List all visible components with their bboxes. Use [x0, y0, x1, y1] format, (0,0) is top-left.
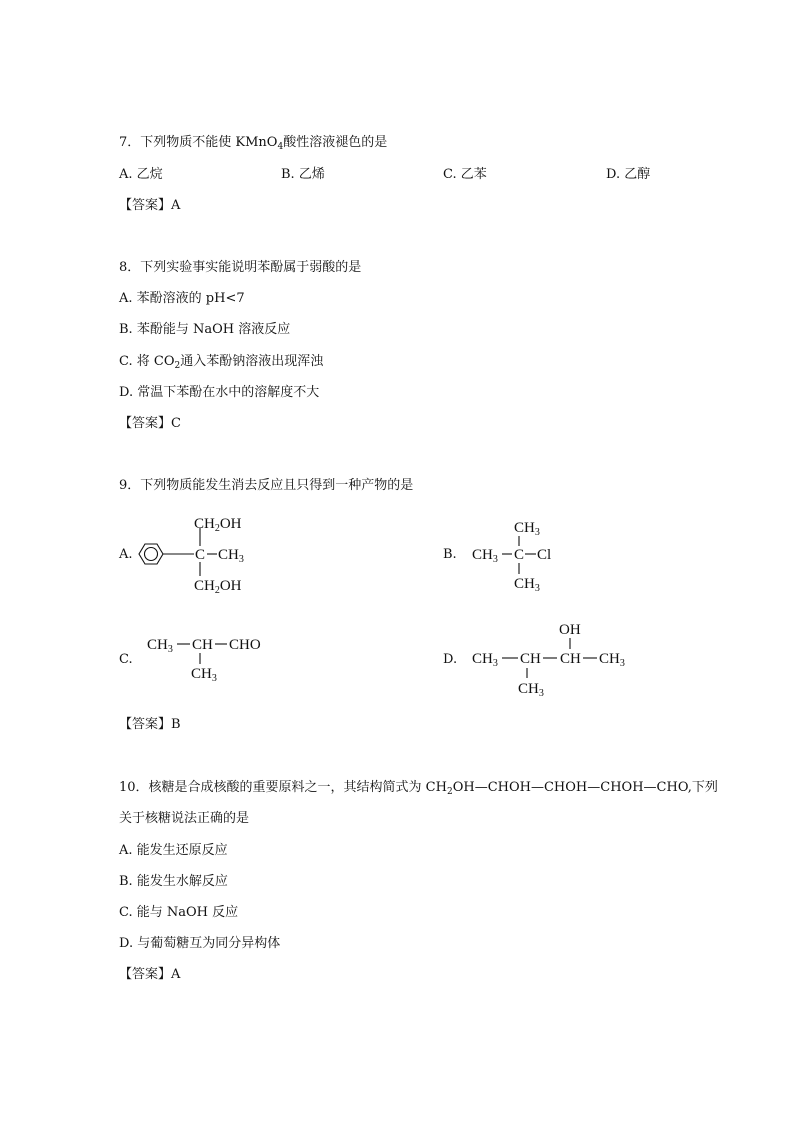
- q10-option-b: B. 能发生水解反应: [119, 874, 228, 889]
- formula-group: $CH_3$: [514, 576, 540, 594]
- q9-label-b: B.: [443, 547, 457, 562]
- q8-option-c: C. 将 $CO_2$通入苯酚钠溶液出现浑浊: [119, 354, 324, 371]
- formula-group: $CH_3$: [472, 547, 498, 565]
- q10-option-c: C. 能与 NaOH 反应: [119, 905, 239, 920]
- q9-answer: 【答案】B: [119, 717, 181, 732]
- formula-group: $CH_3$: [472, 651, 498, 669]
- q10-stem-line1: 10．核糖是合成核酸的重要原料之一，其结构简式为 $CH_2OH—CHOH—CHOH—CHOH—CHO$,下列: [119, 780, 718, 797]
- q9-structure-b: [470, 512, 580, 597]
- formula-group: $CH_3$: [147, 637, 173, 655]
- q10-answer: 【答案】A: [119, 967, 181, 982]
- q9-structure-c: [145, 630, 275, 690]
- q9-structure-a: [138, 508, 258, 598]
- formula-group: CH: [560, 651, 581, 667]
- formula-atom: Cl: [537, 547, 552, 563]
- q9-label-a: A.: [119, 547, 133, 562]
- q7-answer: 【答案】A: [119, 198, 181, 213]
- q8-option-b: B. 苯酚能与 NaOH 溶液反应: [119, 322, 291, 337]
- q9-stem: 9．下列物质能发生消去反应且只得到一种产物的是: [119, 478, 414, 493]
- formula-atom: C: [514, 547, 525, 563]
- formula-group: $CH_3$: [518, 681, 544, 699]
- formula-group: CHO: [229, 637, 261, 653]
- formula-group: $CH_3$: [599, 651, 625, 669]
- q10-option-d: D. 与葡萄糖互为同分异构体: [119, 936, 281, 951]
- formula-group: $CH_2OH$: [194, 516, 242, 534]
- q9-label-d: D.: [443, 652, 458, 667]
- formula-group: $CH_2OH$: [194, 578, 242, 596]
- q9-structure-d: [470, 615, 645, 705]
- q7-option-b: B. 乙烯: [281, 167, 325, 182]
- q7-option-d: D. 乙醇: [606, 167, 651, 182]
- formula-group: $CH_3$: [218, 547, 244, 565]
- formula-atom: C: [195, 547, 206, 563]
- q10-stem-line2: 关于核糖说法正确的是: [119, 811, 250, 826]
- formula-group: CH: [520, 651, 541, 667]
- q8-stem: 8．下列实验事实能说明苯酚属于弱酸的是: [119, 260, 362, 275]
- formula-group: $CH_3$: [191, 666, 217, 684]
- q7-stem: 7．下列物质不能使 KMnO$_4$酸性溶液褪色的是: [119, 135, 388, 152]
- formula-group: OH: [559, 622, 581, 638]
- q7-option-c: C. 乙苯: [443, 167, 487, 182]
- q9-label-c: C.: [119, 652, 133, 667]
- formula-group: CH: [192, 637, 213, 653]
- q8-option-d: D. 常温下苯酚在水中的溶解度不大: [119, 385, 320, 400]
- q7-option-a: A. 乙烷: [119, 167, 163, 182]
- benzene-circle: [145, 548, 158, 561]
- formula-group: $CH_3$: [514, 520, 540, 538]
- q10-option-a: A. 能发生还原反应: [119, 843, 228, 858]
- q8-answer: 【答案】C: [119, 416, 181, 431]
- q8-option-a: A. 苯酚溶液的 pH<7: [119, 291, 245, 306]
